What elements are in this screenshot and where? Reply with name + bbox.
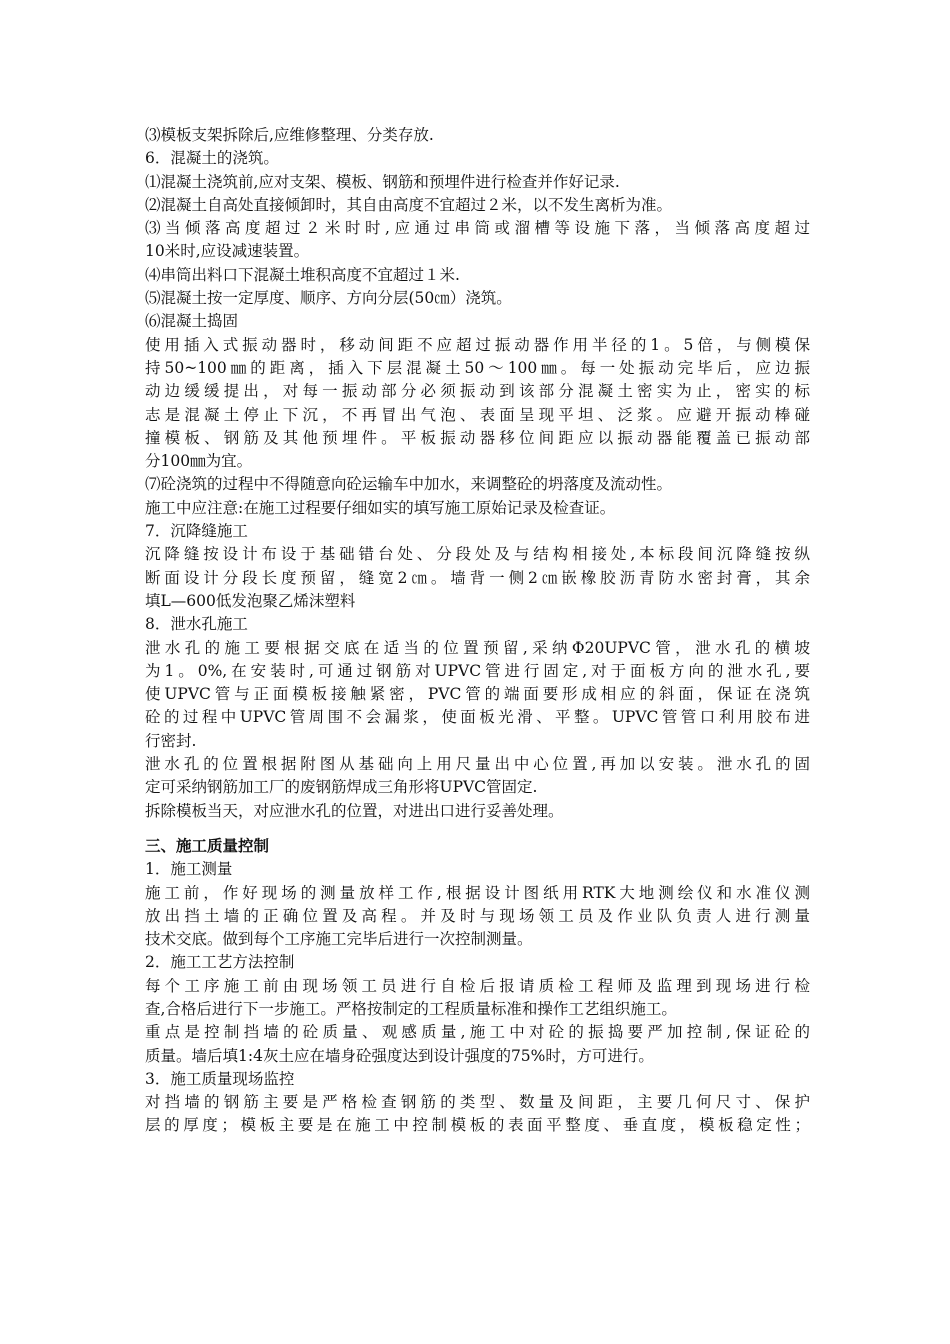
text-line: ⑺砼浇筑的过程中不得随意向砼运输车中加水，来调整砼的坍落度及流动性。 — [145, 475, 673, 494]
text-line: 断面设计分段长度预留，缝宽2㎝。墙背一侧2㎝嵌橡胶沥青防水密封膏，其余 — [145, 568, 810, 587]
section-heading: 三、施工质量控制 — [145, 836, 270, 855]
text-line: 填L—600低发泡聚乙烯沫塑料 — [145, 591, 356, 610]
text-line: 施工中应注意:在施工过程要仔细如实的填写施工原始记录及检查证。 — [145, 498, 616, 517]
text-line: ⑴混凝土浇筑前,应对支架、模板、钢筋和预埋件进行检查并作好记录. — [145, 172, 620, 191]
text-line: 1．施工测量 — [145, 860, 233, 879]
text-line: 砼的过程中UPVC管周围不会漏浆，使面板光滑、平整。UPVC管管口利用胶布进 — [145, 708, 810, 727]
text-line: ⑸混凝土按一定厚度、顺序、方向分层(50㎝）浇筑。 — [145, 289, 512, 308]
text-line: 7．沉降缝施工 — [145, 522, 248, 541]
text-line: 分100㎜为宜。 — [145, 452, 253, 471]
text-line: 撞模板、钢筋及其他预埋件。平板振动器移位间距应以振动器能覆盖已振动部 — [145, 428, 810, 447]
text-line: ⑷串筒出料口下混凝土堆积高度不宜超过１米. — [145, 265, 460, 284]
text-line: 施工前，作好现场的测量放样工作,根据设计图纸用RTK大地测绘仪和水准仪测 — [145, 883, 810, 902]
text-line: 6．混凝土的浇筑。 — [145, 149, 279, 168]
text-line: 使用插入式振动器时，移动间距不应超过振动器作用半径的1。5倍，与侧模保 — [145, 335, 810, 354]
text-line: 为1。0%,在安装时,可通过钢筋对UPVC管进行固定,对于面板方向的泄水孔,要 — [145, 661, 810, 680]
text-line: ⑵混凝土自高处直接倾卸时，其自由高度不宜超过２米，以不发生离析为准。 — [145, 195, 673, 214]
text-line: 8．泄水孔施工 — [145, 615, 248, 634]
text-line: 查,合格后进行下一步施工。严格按制定的工程质量标准和操作工艺组织施工。 — [145, 999, 677, 1018]
text-line: 放出挡土墙的正确位置及高程。并及时与现场领工员及作业队负责人进行测量 — [145, 906, 810, 925]
text-line: 行密封. — [145, 731, 197, 750]
text-line: ⑶当倾落高度超过２米时时,应通过串筒或溜槽等设施下落，当倾落高度超过 — [145, 219, 810, 238]
text-line: 定可采纳钢筋加工厂的废钢筋焊成三角形将UPVC管固定. — [145, 778, 538, 797]
text-line: 泄水孔的施工要根据交底在适当的位置预留,采纳Φ20UPVC管，泄水孔的横坡 — [145, 638, 810, 657]
text-line: 沉降缝按设计布设于基础错台处、分段处及与结构相接处,本标段间沉降缝按纵 — [145, 545, 810, 564]
text-line: 对挡墙的钢筋主要是严格检查钢筋的类型、数量及间距，主要几何尺寸、保护 — [145, 1093, 810, 1112]
text-line: 志是混凝土停止下沉，不再冒出气泡、表面呈现平坦、泛浆。应避开振动棒碰 — [145, 405, 810, 424]
text-line: 动边缓缓提出，对每一振动部分必须振动到该部分混凝土密实为止，密实的标 — [145, 382, 810, 401]
text-line: ⑹混凝土捣固 — [145, 312, 239, 331]
text-line: 重点是控制挡墙的砼质量、观感质量,施工中对砼的振捣要严加控制,保证砼的 — [145, 1023, 810, 1042]
text-line: 3．施工质量现场监控 — [145, 1069, 295, 1088]
text-line: 技术交底。做到每个工序施工完毕后进行一次控制测量。 — [145, 930, 533, 949]
document-body — [145, 124, 810, 1138]
text-line: 10米时,应设减速装置。 — [145, 242, 310, 261]
text-line: 2．施工工艺方法控制 — [145, 953, 295, 972]
text-line: 拆除模板当天，对应泄水孔的位置，对进出口进行妥善处理。 — [145, 801, 564, 820]
text-line: 层的厚度；模板主要是在施工中控制模板的表面平整度、垂直度，模板稳定性； — [145, 1116, 810, 1135]
text-line: 持50~100㎜的距离，插入下层混凝土50～100㎜。每一处振动完毕后，应边振 — [145, 358, 810, 377]
text-line: 每个工序施工前由现场领工员进行自检后报请质检工程师及监理到现场进行检 — [145, 976, 810, 995]
text-line: ⑶模板支架拆除后,应维修整理、分类存放. — [145, 126, 434, 144]
text-line: 质量。墙后填1:4灰土应在墙身砼强度达到设计强度的75%时，方可进行。 — [145, 1046, 654, 1065]
text-line: 使UPVC管与正面模板接触紧密，PVC管的端面要形成相应的斜面，保证在浇筑 — [145, 685, 810, 704]
text-line: 泄水孔的位置根据附图从基础向上用尺量出中心位置,再加以安装。泄水孔的固 — [145, 755, 810, 774]
